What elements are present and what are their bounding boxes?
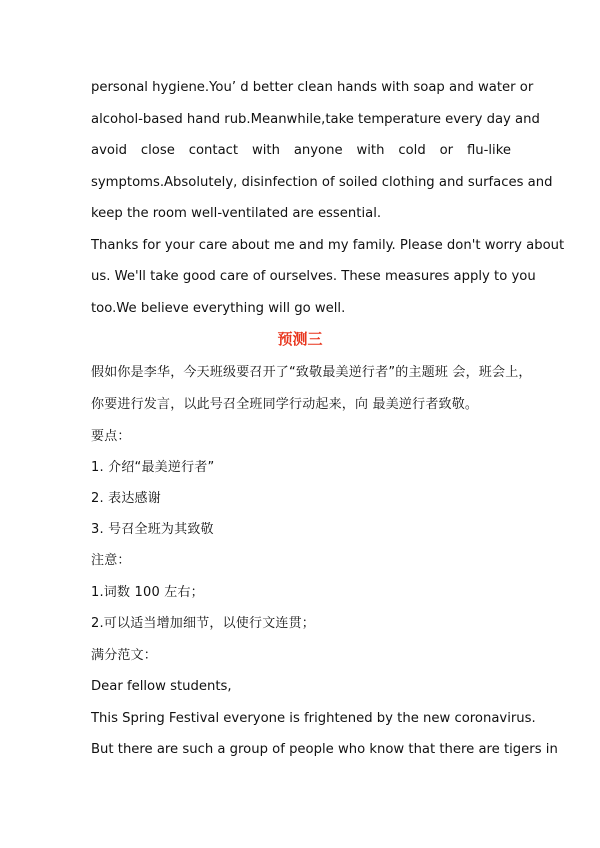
paragraph-line: us. We'll take good care of ourselves. These measures apply to you xyxy=(91,269,536,284)
essay-line: But there are such a group of people who know that there are tigers in xyxy=(91,742,558,757)
paragraph-line: avoid close contact with anyone with cold or flu-like xyxy=(91,143,511,158)
paragraph-line: symptoms.Absolutely, disinfection of soiled clothing and surfaces and xyxy=(91,175,553,190)
paragraph-line: keep the room well-ventilated are essential. xyxy=(91,206,382,221)
prompt-line: 你要进行发言，以此号召全班同学行动起来，向 最美逆行者致敬。 xyxy=(91,397,479,412)
point-item: 3. 号召全班为其致敬 xyxy=(91,522,214,537)
sample-label: 满分范文： xyxy=(91,648,158,663)
prompt-line: 假如你是李华，今天班级要召开了“致敬最美逆行者”的主题班 会，班会上， xyxy=(91,365,532,380)
section-heading: 预测三 xyxy=(277,330,323,348)
paragraph-line: too.We believe everything will go well. xyxy=(91,301,346,316)
essay-line: This Spring Festival everyone is frightened by the new coronavirus. xyxy=(91,711,536,726)
paragraph-line: Thanks for your care about me and my family. Please don't worry about xyxy=(91,238,565,253)
point-item: 2. 表达感谢 xyxy=(91,491,161,506)
notes-label: 注意： xyxy=(91,553,131,568)
note-item: 2.可以适当增加细节，以使行文连贯； xyxy=(91,616,316,631)
points-label: 要点： xyxy=(91,429,131,444)
paragraph-line: personal hygiene.You’ d better clean hands with soap and water or xyxy=(91,80,534,95)
note-item: 1.词数 100 左右； xyxy=(91,585,204,600)
paragraph-line: alcohol-based hand rub.Meanwhile,take temperature every day and xyxy=(91,112,540,127)
essay-line: Dear fellow students, xyxy=(91,679,232,694)
point-item: 1. 介绍“最美逆行者” xyxy=(91,460,215,475)
